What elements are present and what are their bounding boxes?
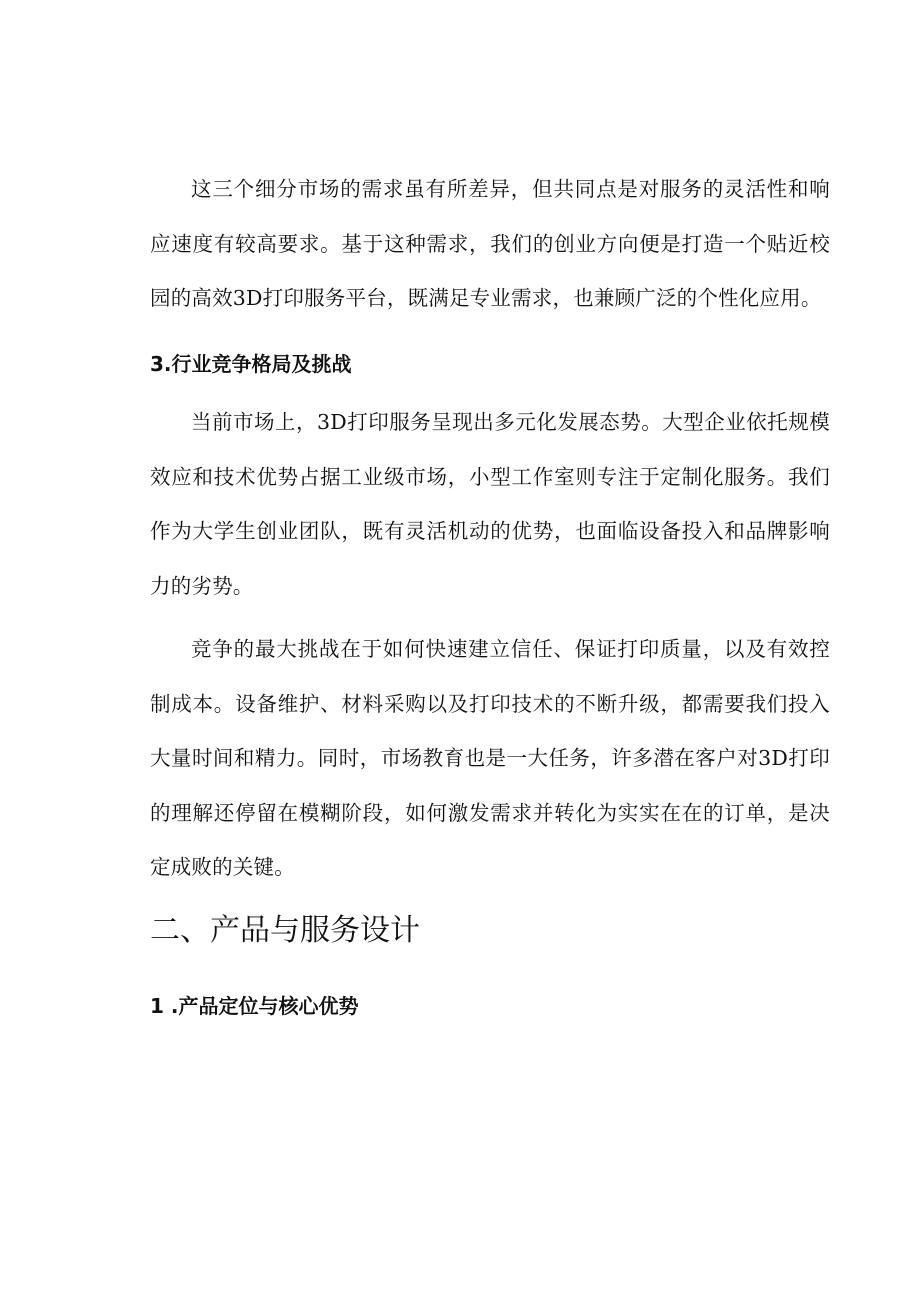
paragraph-competition-challenges: 竞争的最大挑战在于如何快速建立信任、保证打印质量，以及有效控制成本。设备维护、材料采购以及打印技术的不断升级，都需要我们投入大量时间和精力。同时，市场教育也是一大任务，许多潜在客户对3D打印的理解还停留在模糊阶段，如何激发需求并转化为实实在在的订单，是决定成败的关键。 [150, 637, 830, 879]
paragraph-market-landscape: 当前市场上，3D打印服务呈现出多元化发展态势。大型企业依托规模效应和技术优势占据工业级市场，小型工作室则专注于定制化服务。我们作为大学生创业团队，既有灵活机动的优势，也面临设备投入和品牌影响力的劣势。 [150, 410, 830, 598]
section-heading-product-service-design: 二、产品与服务设计 [150, 913, 420, 948]
subheading-industry-competition: 3.行业竞争格局及挑战 [150, 352, 352, 376]
paragraph-market-demand: 这三个细分市场的需求虽有所差异，但共同点是对服务的灵活性和响应速度有较高要求。基于这种需求，我们的创业方向便是打造一个贴近校园的高效3D打印服务平台，既满足专业需求，也兼顾广泛的个性化应用。 [150, 177, 830, 310]
subheading-product-positioning: 1 .产品定位与核心优势 [150, 994, 359, 1018]
